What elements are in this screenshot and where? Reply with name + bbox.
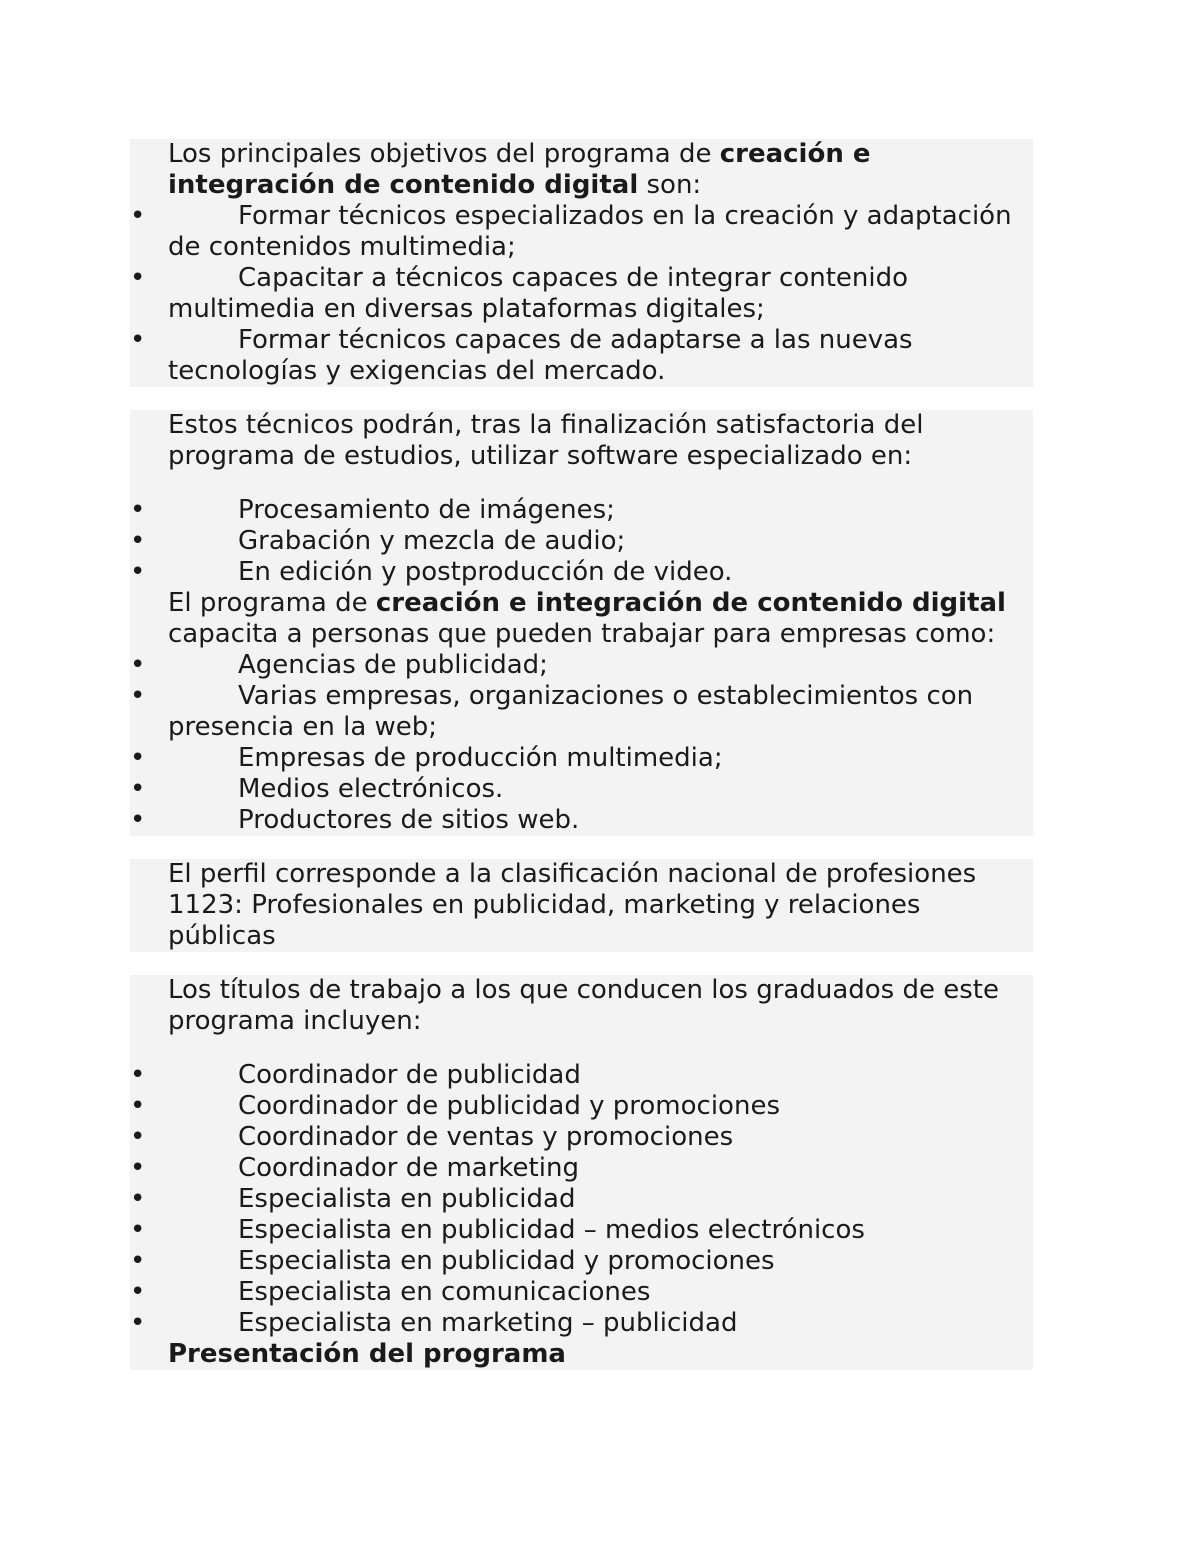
- job-title-text: Especialista en comunicaciones: [238, 1277, 651, 1307]
- employer-text: Varias empresas, organizaciones o establecimientos con presencia en la web;: [168, 681, 974, 742]
- job-title-text: Coordinador de ventas y promociones: [238, 1122, 734, 1152]
- bullet-icon: •: [130, 1277, 146, 1307]
- list-item: [130, 526, 1033, 557]
- employers-intro: [130, 588, 1033, 650]
- bullet-icon: •: [130, 1308, 146, 1338]
- list-item: [130, 325, 1033, 387]
- list-item: [130, 1277, 1033, 1308]
- software-intro: Estos técnicos podrán, tras la finalización satisfactoria del programa de estudios, utilizar software especializado en:: [168, 410, 924, 471]
- employer-text: Productores de sitios web.: [238, 805, 580, 835]
- profile-section: [130, 859, 1033, 952]
- list-item: [130, 263, 1033, 325]
- bullet-icon: •: [130, 743, 146, 773]
- document-body: [130, 139, 1033, 1370]
- bullet-icon: •: [130, 1060, 146, 1090]
- objective-text: Formar técnicos especializados en la creación y adaptación de contenidos multimedia;: [168, 201, 1012, 262]
- intro-text: Los principales objetivos del programa de: [168, 139, 720, 169]
- list-item: [130, 1153, 1033, 1184]
- bullet-icon: •: [130, 1153, 146, 1183]
- bullet-icon: •: [130, 325, 146, 355]
- bullet-icon: •: [130, 263, 146, 293]
- list-item: [130, 805, 1033, 836]
- list-item: [130, 1308, 1033, 1339]
- list-item: [130, 774, 1033, 805]
- bullet-icon: •: [130, 1091, 146, 1121]
- list-item: [130, 1060, 1033, 1091]
- job-titles-section: [130, 975, 1033, 1370]
- job-title-text: Especialista en marketing – publicidad: [238, 1308, 738, 1338]
- bullet-icon: •: [130, 495, 146, 525]
- bullet-icon: •: [130, 650, 146, 680]
- list-item: [130, 743, 1033, 774]
- intro-suffix: son:: [638, 170, 702, 200]
- employer-text: Medios electrónicos.: [238, 774, 504, 804]
- list-item: [130, 201, 1033, 263]
- section-heading: Presentación del programa: [168, 1339, 566, 1369]
- employer-text: Empresas de producción multimedia;: [238, 743, 723, 773]
- job-title-text: Especialista en publicidad: [238, 1184, 576, 1214]
- list-item: [130, 1215, 1033, 1246]
- employers-intro-text: El programa de: [168, 588, 376, 618]
- program-name: creación e integración de contenido digital: [375, 588, 1006, 618]
- list-item: [130, 495, 1033, 526]
- job-title-text: Coordinador de publicidad y promociones: [238, 1091, 780, 1121]
- bullet-icon: •: [130, 805, 146, 835]
- list-item: [130, 1091, 1033, 1122]
- program-name: creación e integración de contenido digital: [168, 139, 871, 200]
- profile-paragraph: El perfil corresponde a la clasificación nacional de profesiones 1123: Profesionales en publicidad, marketing y relaciones públicas: [168, 859, 977, 951]
- bullet-icon: •: [130, 1215, 146, 1245]
- software-item-text: En edición y postproducción de video.: [238, 557, 733, 587]
- job-title-text: Coordinador de publicidad: [238, 1060, 581, 1090]
- employer-text: Agencias de publicidad;: [238, 650, 548, 680]
- list-item: [130, 1246, 1033, 1277]
- job-title-text: Especialista en publicidad y promociones: [238, 1246, 775, 1276]
- job-title-text: Especialista en publicidad – medios electrónicos: [238, 1215, 865, 1245]
- list-item: [130, 557, 1033, 588]
- list-item: [130, 681, 1033, 743]
- bullet-icon: •: [130, 1122, 146, 1152]
- objective-text: Capacitar a técnicos capaces de integrar contenido multimedia en diversas plataformas digitales;: [168, 263, 909, 324]
- software-section: [130, 410, 1033, 836]
- job-title-text: Coordinador de marketing: [238, 1153, 579, 1183]
- employers-intro-suffix: capacita a personas que pueden trabajar para empresas como:: [168, 619, 996, 649]
- bullet-icon: •: [130, 1246, 146, 1276]
- objective-text: Formar técnicos capaces de adaptarse a las nuevas tecnologías y exigencias del mercado.: [168, 325, 913, 386]
- bullet-icon: •: [130, 201, 146, 231]
- bullet-icon: •: [130, 1184, 146, 1214]
- software-item-text: Grabación y mezcla de audio;: [238, 526, 626, 556]
- bullet-icon: •: [130, 774, 146, 804]
- bullet-icon: •: [130, 557, 146, 587]
- list-item: [130, 1184, 1033, 1215]
- software-item-text: Procesamiento de imágenes;: [238, 495, 615, 525]
- bullet-icon: •: [130, 526, 146, 556]
- list-item: [130, 650, 1033, 681]
- intro-paragraph: [130, 139, 1033, 201]
- objectives-section: [130, 139, 1033, 387]
- bullet-icon: •: [130, 681, 146, 711]
- list-item: [130, 1122, 1033, 1153]
- titles-intro: Los títulos de trabajo a los que conducen los graduados de este programa incluyen:: [168, 975, 999, 1036]
